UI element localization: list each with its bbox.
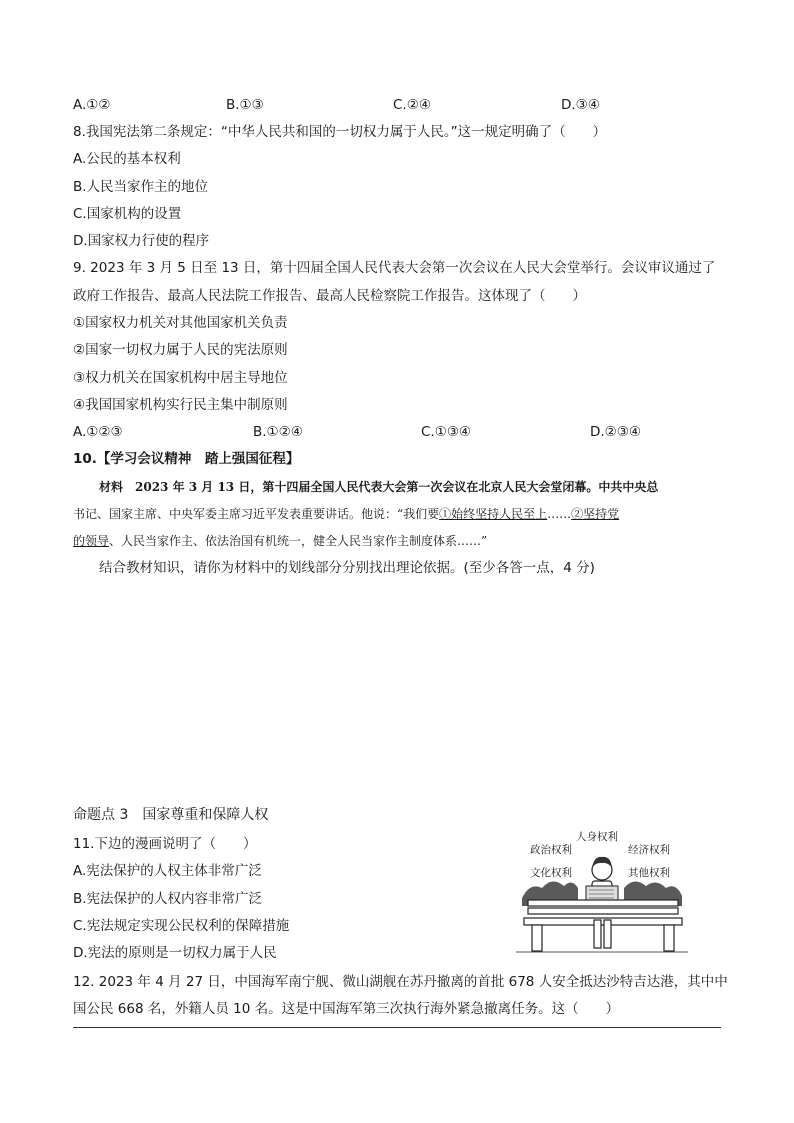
bench-back-top: [528, 900, 678, 906]
q10-underline-1: ①始终坚持人民至上: [439, 507, 548, 521]
q11-option-c[interactable]: C.宪法规定实现公民权利的保障措施: [73, 918, 290, 934]
q9-option-b[interactable]: B.①②④: [253, 424, 303, 440]
q8-stem: 8.我国宪法第二条规定：“中华人民共和国的一切权力属于人民。”这一规定明确了（ ）: [73, 124, 607, 140]
q8-option-c[interactable]: C.国家机构的设置: [73, 206, 182, 222]
q7-option-c[interactable]: C.②④: [393, 97, 431, 113]
q7-option-a[interactable]: A.①②: [73, 97, 111, 113]
q9-statement-2: ②国家一切权力属于人民的宪法原则: [73, 342, 288, 358]
q10-mid-dots: ……: [547, 507, 572, 521]
comic-label-right2: 其他权利: [628, 867, 670, 879]
q7-option-d[interactable]: D.③④: [561, 97, 600, 113]
q9-option-a[interactable]: A.①②③: [73, 424, 123, 440]
q10-material-line1: [99, 477, 658, 497]
q9-option-d[interactable]: D.②③④: [590, 424, 641, 440]
q10-material-suffix: 、人民当家作主、依法治国有机统一，健全人民当家作主制度体系……”: [109, 534, 488, 548]
q12-stem-line1: 12. 2023 年 4 月 27 日，中国海军南宁舰、微山湖舰在苏丹撤离的首批 678 人安全抵达沙特吉达港，其中中: [73, 974, 728, 990]
rights-comic-illustration: [516, 826, 688, 958]
comic-label-top: 人身权利: [576, 831, 618, 843]
q10-prompt: 结合教材知识，请你为材料中的划线部分分别找出理论依据。(至少各答一点，4 分): [99, 560, 595, 576]
comic-label-right1: 经济权利: [628, 844, 670, 856]
comic-label-left1: 政治权利: [530, 844, 572, 856]
q10-material-line2: [73, 504, 619, 524]
q11-stem: 11.下边的漫画说明了（ ）: [73, 836, 257, 852]
q12-stem-line2: 国公民 668 名，外籍人员 10 名。这是中国海军第三次执行海外紧急撤离任务。这（ ）: [73, 1001, 620, 1017]
q7-option-b[interactable]: B.①③: [226, 97, 264, 113]
bench-seat: [524, 918, 682, 925]
q10-underline-2b: 的领导: [73, 534, 110, 548]
q9-stem-line2: 政府工作报告、最高人民法院工作报告、最高人民检察院工作报告。这体现了（ ）: [73, 288, 586, 304]
q11-option-b[interactable]: B.宪法保护的人权内容非常广泛: [73, 891, 263, 907]
q11-option-d[interactable]: D.宪法的原则是一切权力属于人民: [73, 945, 277, 961]
bench-leg-left: [532, 925, 542, 951]
section3-title: 命题点 3 国家尊重和保障人权: [73, 807, 269, 823]
q9-stem-line1: 9. 2023 年 3 月 5 日至 13 日，第十四届全国人民代表大会第一次会议在人民大会堂举行。会议审议通过了: [73, 260, 716, 276]
q11-option-a[interactable]: A.宪法保护的人权主体非常广泛: [73, 863, 262, 879]
q8-option-d[interactable]: D.国家权力行使的程序: [73, 233, 210, 249]
q9-statement-3: ③权力机关在国家机构中居主导地位: [73, 370, 288, 386]
q10-title: 10.【学习会议精神 踏上强国征程】: [73, 451, 300, 467]
q8-option-b[interactable]: B.人民当家作主的地位: [73, 179, 209, 195]
q9-option-c[interactable]: C.①③④: [421, 424, 472, 440]
bottom-rule: [73, 1027, 721, 1028]
q10-underline-2a: ②坚持党: [571, 507, 620, 521]
q9-statement-1: ①国家权力机关对其他国家机关负责: [73, 315, 288, 331]
bench-leg-right: [664, 925, 674, 951]
q9-statement-4: ④我国国家机构实行民主集中制原则: [73, 397, 288, 413]
q10-material-prefix: 书记、国家主席、中央军委主席习近平发表重要讲话。他说：“我们要: [73, 507, 440, 521]
q10-material-line3: [73, 531, 487, 551]
person-leg-right: [604, 920, 611, 948]
bench-back-bottom: [528, 908, 678, 914]
person-leg-left: [594, 920, 601, 948]
comic-label-left2: 文化权利: [530, 867, 572, 879]
q10-material-text: 材料 2023 年 3 月 13 日，第十四届全国人民代表大会第一次会议在北京人民大会堂闭幕。中共中央总: [99, 480, 659, 494]
q8-option-a[interactable]: A.公民的基本权利: [73, 151, 181, 167]
